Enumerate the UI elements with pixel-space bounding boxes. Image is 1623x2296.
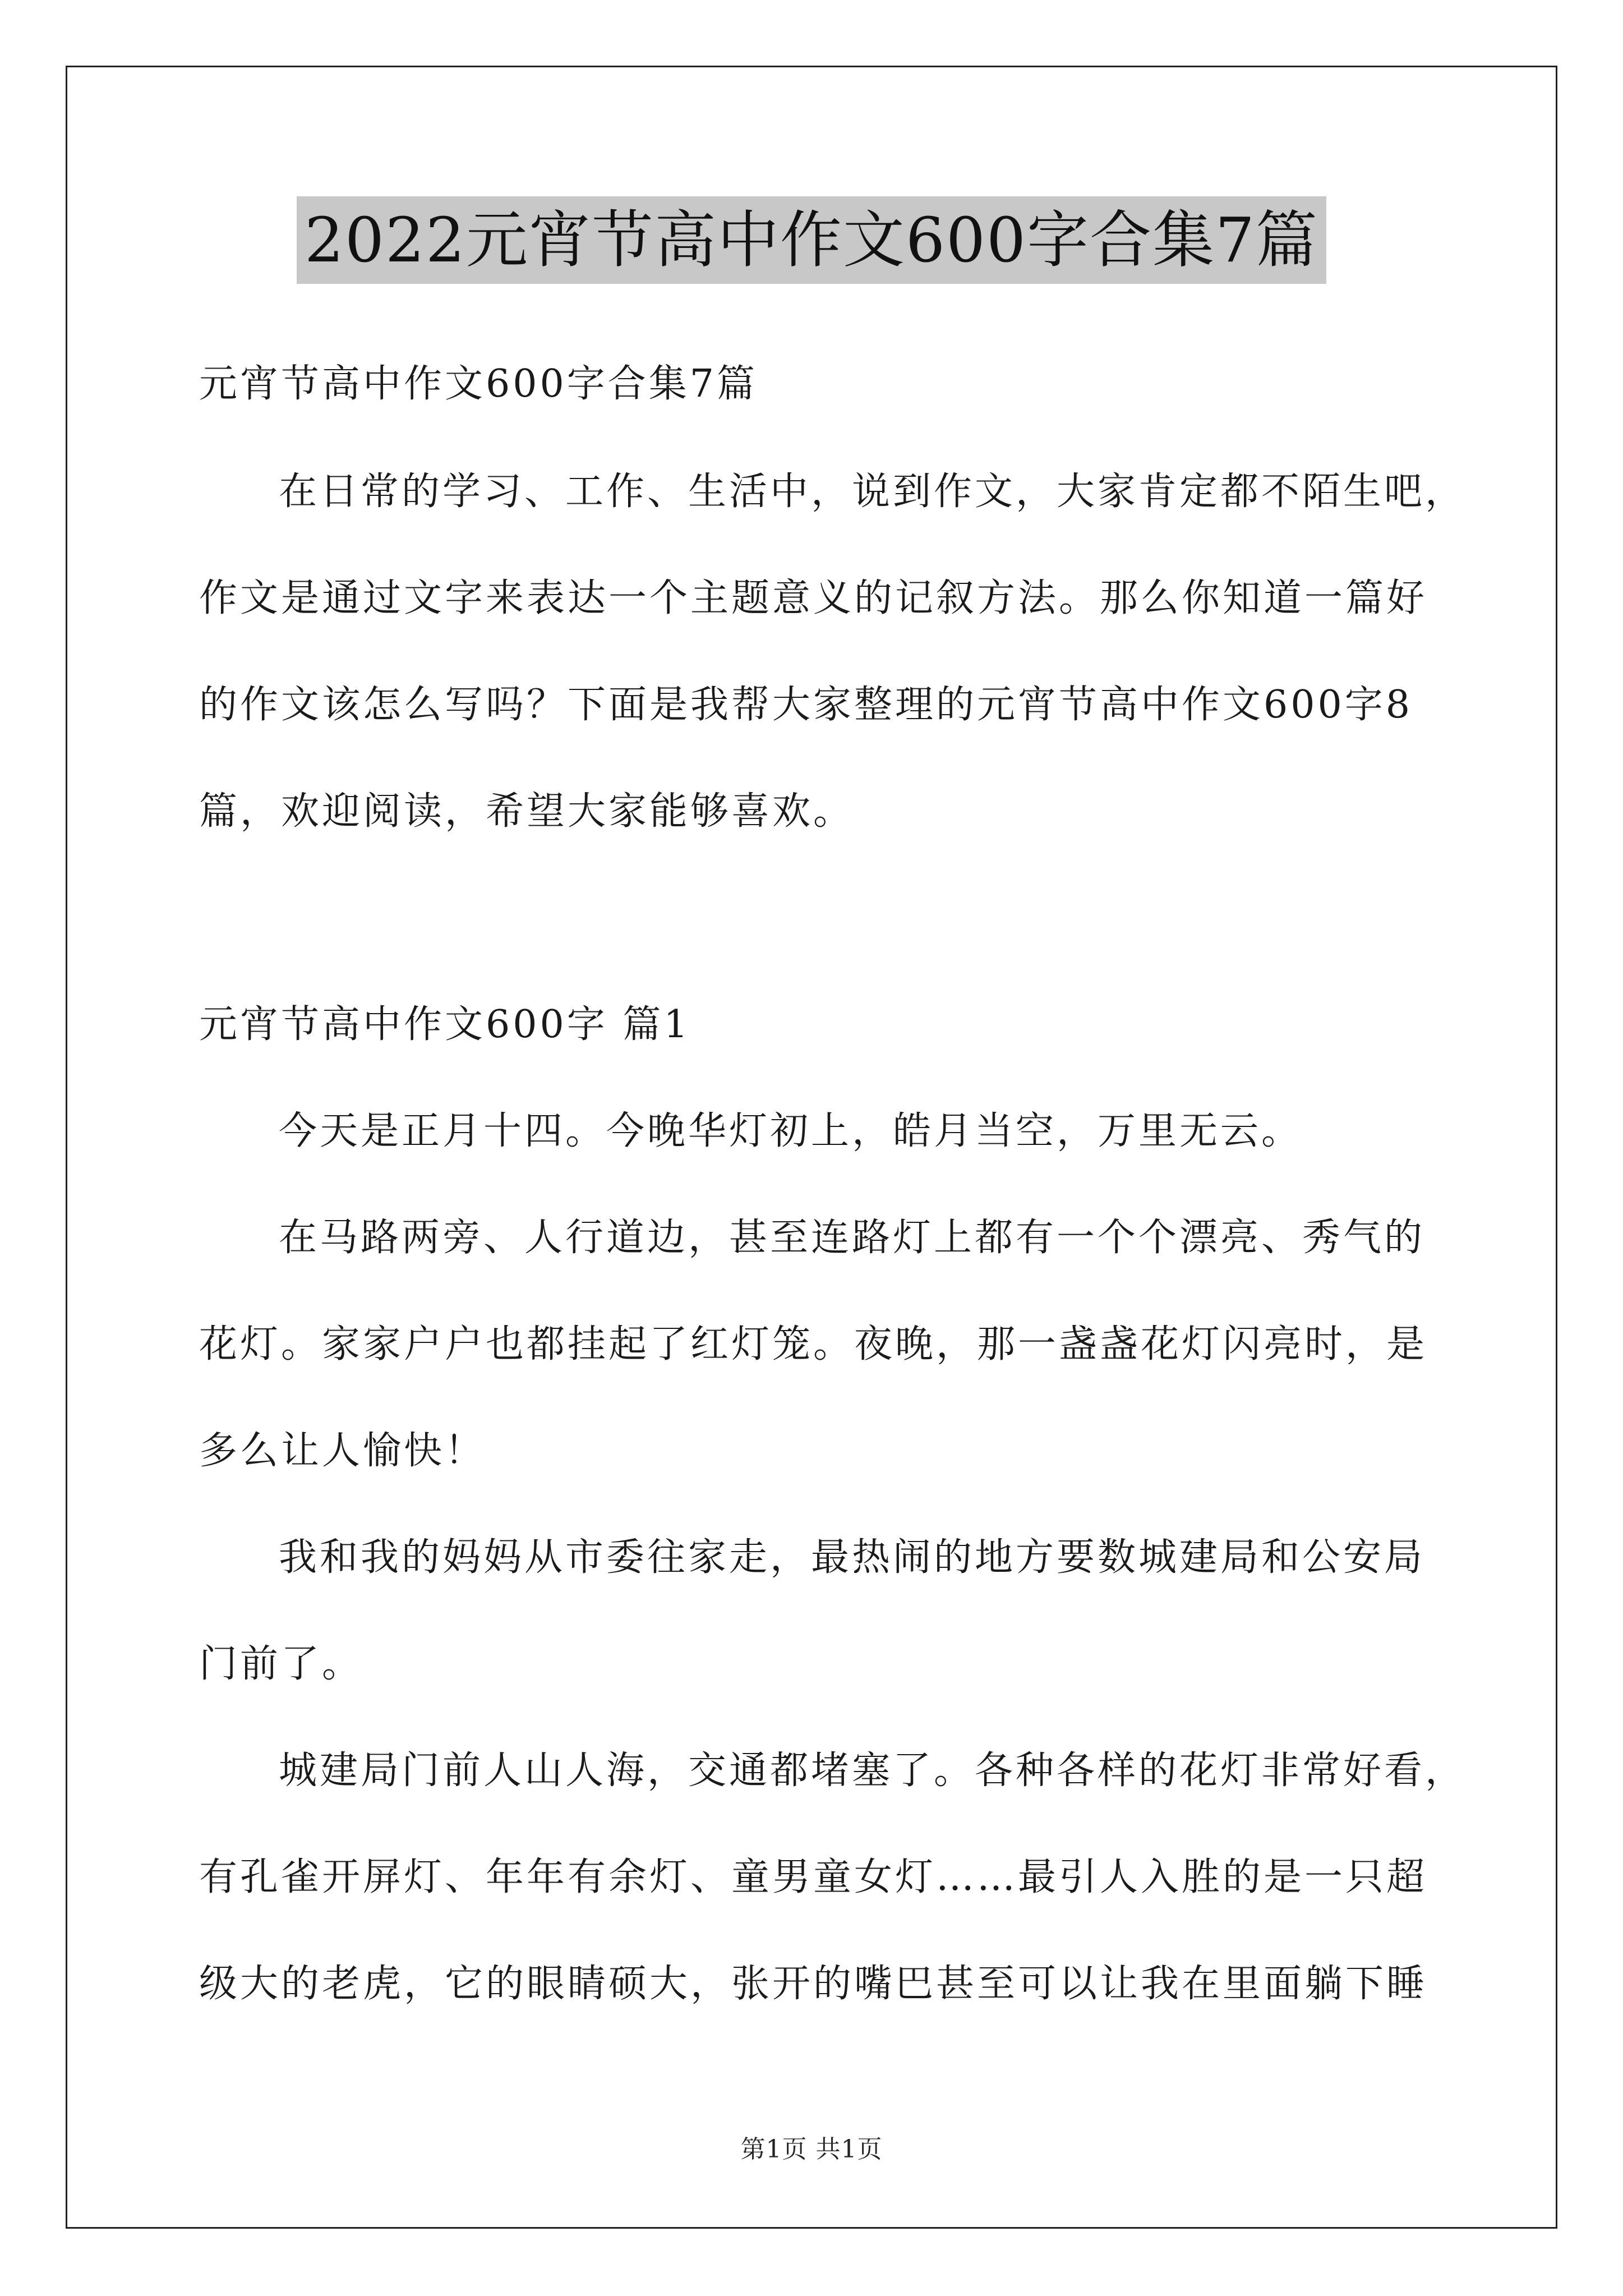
section-heading: 元宵节高中作文600字 篇1 (199, 1002, 691, 1047)
body-line-5: 我和我的妈妈从市委往家走，最热闹的地方要数城建局和公安局 (279, 1535, 1426, 1580)
intro-line-3: 的作文该怎么写吗？下面是我帮大家整理的元宵节高中作文600字8 (199, 683, 1413, 727)
page-footer: 第1页 共1页 (740, 2135, 883, 2164)
intro-line-2: 作文是通过文字来表达一个主题意义的记叙方法。那么你知道一篇好 (199, 576, 1428, 620)
body-line-9: 级大的老虎，它的眼睛硕大，张开的嘴巴甚至可以让我在里面躺下睡 (199, 1962, 1428, 2006)
body-line-1: 今天是正月十四。今晚华灯初上，皓月当空，万里无云。 (279, 1109, 1303, 1153)
document-title: 2022元宵节高中作文600字合集7篇 (297, 196, 1326, 284)
body-line-7: 城建局门前人山人海，交通都堵塞了。各种各样的花灯非常好看， (279, 1749, 1467, 1793)
body-line-2: 在马路两旁、人行道边，甚至连路灯上都有一个个漂亮、秀气的 (279, 1216, 1426, 1260)
body-line-3: 花灯。家家户户也都挂起了红灯笼。夜晚，那一盏盏花灯闪亮时，是 (199, 1322, 1428, 1366)
body-line-4: 多么让人愉快！ (199, 1429, 486, 1473)
intro-line-1: 在日常的学习、工作、生活中，说到作文，大家肯定都不陌生吧， (279, 470, 1467, 514)
intro-line-4: 篇，欢迎阅读，希望大家能够喜欢。 (199, 789, 855, 834)
body-line-8: 有孔雀开屏灯、年年有余灯、童男童女灯……最引人入胜的是一只超 (199, 1855, 1428, 1899)
body-line-6: 门前了。 (199, 1642, 363, 1686)
title-container (0, 196, 1623, 284)
subtitle-line: 元宵节高中作文600字合集7篇 (199, 362, 758, 406)
